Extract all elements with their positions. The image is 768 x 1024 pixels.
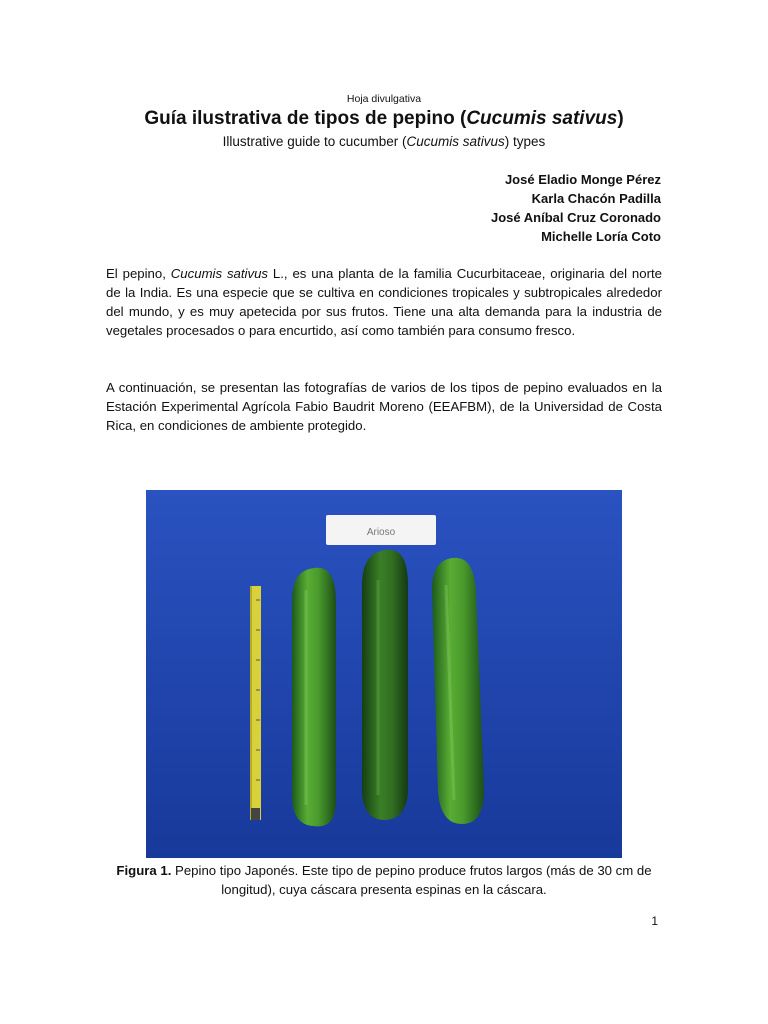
subtitle-prefix: Illustrative guide to cucumber ( <box>222 134 407 149</box>
caption-label: Figura 1. <box>116 863 172 878</box>
context-paragraph: A continuación, se presentan las fotografías de varios de los tipos de pepino evaluados en la Estación Experimental Agrícola Fabio Baudrit Moreno (EEAFBM), de la Universidad de Costa Rica, en condiciones de ambiente protegido. <box>106 380 662 433</box>
title-species: Cucumis sativus <box>466 108 618 129</box>
author-name: Karla Chacón Padilla <box>531 191 661 206</box>
figure-caption <box>106 861 662 899</box>
measuring-tape <box>250 586 261 820</box>
caption-text: Pepino tipo Japonés. Este tipo de pepino produce frutos largos (más de 30 cm de longitud), cuya cáscara presenta espinas en la cáscara. <box>171 863 652 897</box>
cucumber-photo-illustration <box>146 490 622 858</box>
document-title <box>0 108 768 130</box>
cucumber-right <box>432 558 484 824</box>
page-number: 1 <box>651 914 658 928</box>
figure-photo <box>146 490 622 858</box>
intro-text-b: L., es una planta de la familia Cucurbitaceae, originaria del norte de la India. Es una especie que se cultiva en condiciones tropicales y subtropicales alrededor del mundo, y es muy apetecida por sus frutos. Tiene una alta demanda para la industria de vegetales procesados o para encurtido, así como también para consumo fresco. <box>106 266 662 338</box>
intro-species: Cucumis sativus <box>170 266 269 281</box>
cucumber-middle <box>362 550 408 820</box>
author-name: José Aníbal Cruz Coronado <box>491 210 661 225</box>
photo-label-text: Arioso <box>366 527 396 538</box>
author-list <box>491 170 661 246</box>
title-prefix: Guía ilustrativa de tipos de pepino ( <box>144 108 467 129</box>
document-subtitle <box>0 134 768 149</box>
author-name: Michelle Loría Coto <box>541 229 661 244</box>
intro-paragraph <box>106 264 662 340</box>
document-eyebrow: Hoja divulgativa <box>346 93 422 105</box>
intro-text-a: El pepino, <box>106 266 171 281</box>
cucumber-left <box>292 568 336 827</box>
subtitle-species: Cucumis sativus <box>406 134 505 149</box>
title-suffix: ) <box>617 108 624 129</box>
subtitle-suffix: ) types <box>504 134 546 149</box>
author-name: José Eladio Monge Pérez <box>504 172 661 187</box>
